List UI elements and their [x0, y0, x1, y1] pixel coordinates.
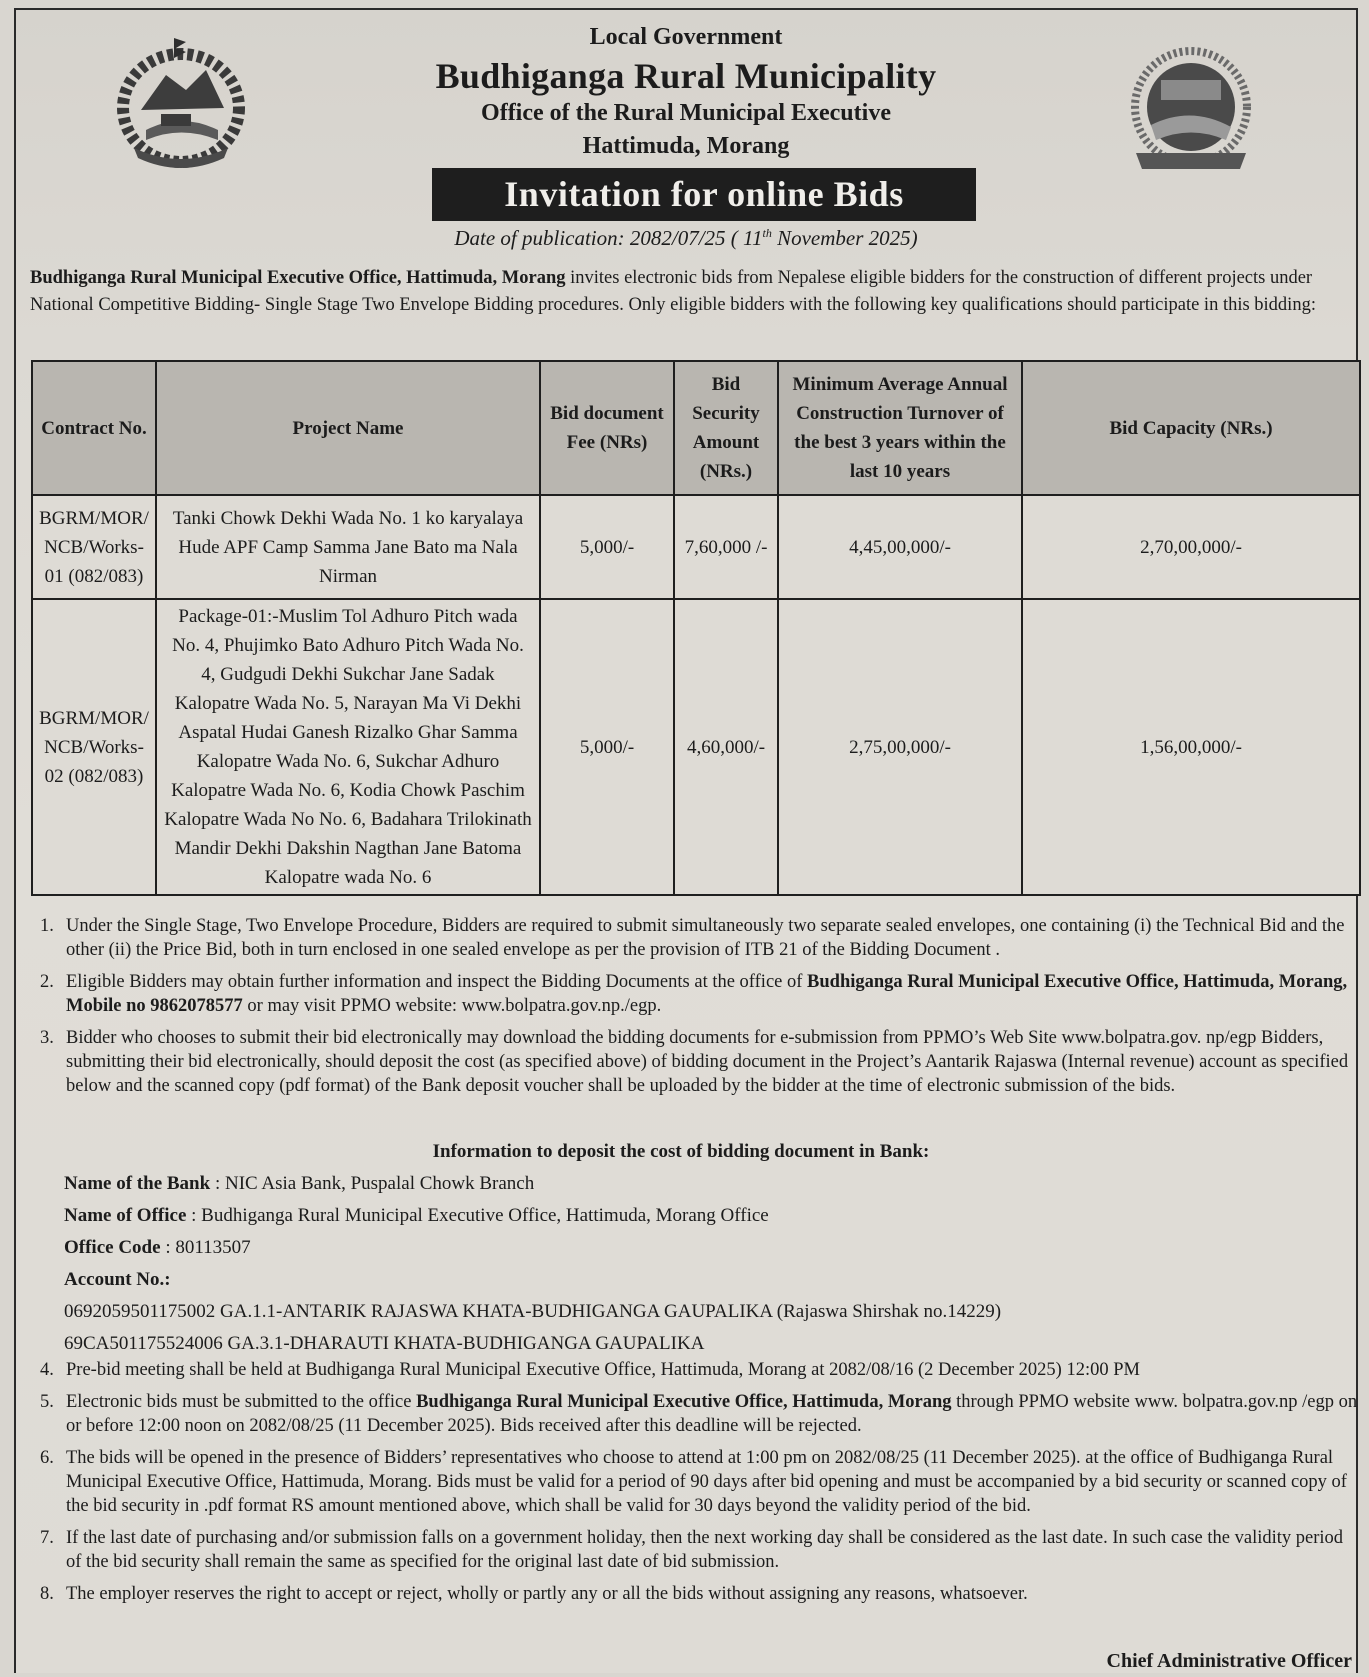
table-row: [32, 599, 1360, 895]
min-turnover-cell: 4,45,00,000/-: [778, 495, 1022, 599]
header-bid-document-fee: Bid document Fee (NRs): [540, 361, 674, 495]
note-text: Pre-bid meeting shall be held at Budhiganga Rural Municipal Executive Office, Hattimuda, Morang at 2082/08/16 (2 December 2025) 12:00 PM: [66, 1360, 1140, 1380]
note-number: 5.: [40, 1392, 54, 1412]
header-bid-security: Bid Security Amount (NRs.): [674, 361, 778, 495]
note-number: 2.: [40, 972, 54, 992]
header-contract-no: Contract No.: [32, 361, 156, 495]
bid-security-cell: 4,60,000/-: [674, 599, 778, 895]
note-text: Under the Single Stage, Two Envelope Procedure, Bidders are required to submit simultaneously two separate sealed envelopes, one containing (i) the Technical Bid and the other (ii) the Price Bid, both in turn enclosed in one sealed envelope as per the provision of ITB 21 of the Bidding Document .: [66, 916, 1345, 960]
note-text: The bids will be opened in the presence of Bidders’ representatives who choose to attend at 1:00 pm on 2082/08/25 (11 December 2025). at the office of Budhiganga Rural Municipal Executive Office, Hattimuda, Morang. Bids must be valid for a period of 90 days after bid opening and must be accompanied by a bid security or scanned copy of the bid security in .pdf format RS amount mentioned above, which shall be valid for 30 days beyond the validity period of the bid.: [66, 1448, 1347, 1516]
account-label: Account No.:: [64, 1269, 171, 1290]
office-code-label: Office Code: [64, 1237, 161, 1258]
publication-date: [16, 226, 1356, 251]
bank-info-title: Information to deposit the cost of bidding document in Bank:: [432, 1141, 930, 1162]
bank-info: [64, 1136, 1354, 1360]
note-bold-text: Budhiganga Rural Municipal Executive Office, Hattimuda, Morang, Mobile no 9862078577: [66, 972, 1348, 1016]
header-project-name: Project Name: [156, 361, 540, 495]
project-name-cell: Tanki Chowk Dekhi Wada No. 1 ko karyalaya Hude APF Camp Samma Jane Bato ma Nala Nirman: [156, 495, 540, 599]
date-superscript: th: [762, 226, 772, 240]
note-item: [30, 1582, 1360, 1606]
note-number: 3.: [40, 1028, 54, 1048]
note-text: Eligible Bidders may obtain further information and inspect the Bidding Documents at the office of: [66, 972, 808, 992]
intro-paragraph: [30, 265, 1352, 319]
date-prefix: Date of publication: 2082/07/25 ( 11: [454, 226, 763, 250]
contract-no-cell: BGRM/MOR/ NCB/Works-01 (082/083): [32, 495, 156, 599]
note-item: [30, 970, 1360, 1018]
note-item: [30, 1390, 1360, 1438]
note-item: [30, 1526, 1360, 1574]
contract-no-cell: BGRM/MOR/ NCB/Works-02 (082/083): [32, 599, 156, 895]
bid-capacity-cell: 1,56,00,000/-: [1022, 599, 1360, 895]
header-bid-capacity: Bid Capacity (NRs.): [1022, 361, 1360, 495]
note-text: If the last date of purchasing and/or submission falls on a government holiday, then the next working day shall be considered as the last date. In such case the validity period of the bid security shall remain the same as specified for the original last date of bid submission.: [66, 1528, 1344, 1572]
note-number: 8.: [40, 1584, 54, 1604]
note-number: 4.: [40, 1360, 54, 1380]
note-item: [30, 1026, 1360, 1098]
office-name-line: [64, 1200, 1354, 1232]
date-suffix: November 2025): [771, 226, 918, 250]
bid-document-fee-cell: 5,000/-: [540, 599, 674, 895]
bids-table: [31, 360, 1361, 896]
note-text: The employer reserves the right to accept or reject, wholly or partly any or all the bids without assigning any reasons, whatsoever.: [66, 1584, 1028, 1604]
intro-text: invites electronic bids from Nepalese eligible bidders for the construction of different projects under National Competitive Bidding- Single Stage Two Envelope Bidding procedures. Only eligible bidders with the following key qualifications should participate in this bidding:: [30, 268, 1316, 315]
office-code-line: [64, 1232, 1354, 1264]
notes-list-continued: [30, 1358, 1360, 1614]
office-name-label: Name of Office: [64, 1205, 187, 1226]
notice-header: [16, 10, 1356, 250]
min-turnover-cell: 2,75,00,000/-: [778, 599, 1022, 895]
table-row: [32, 495, 1360, 599]
note-number: 6.: [40, 1448, 54, 1468]
note-text: Electronic bids must be submitted to the office: [66, 1392, 417, 1412]
invitation-banner: Invitation for online Bids: [432, 168, 976, 221]
note-number: 1.: [40, 916, 54, 936]
bank-name-line: [64, 1168, 1354, 1200]
bank-name-label: Name of the Bank: [64, 1173, 211, 1194]
table-header-row: [32, 361, 1360, 495]
note-item: [30, 1446, 1360, 1518]
note-number: 7.: [40, 1528, 54, 1548]
municipality-seal-icon: [1116, 45, 1266, 180]
header-min-turnover: Minimum Average Annual Construction Turnover of the best 3 years within the last 10 years: [778, 361, 1022, 495]
note-item: [30, 914, 1360, 962]
office-subtitle: Office of the Rural Municipal Executive: [481, 100, 891, 126]
notes-list: [30, 914, 1360, 1106]
note-item: [30, 1358, 1360, 1382]
note-text: through PPMO website www. bolpatra.gov.np /egp on or before 12:00 noon on 2082/08/25 (11 December 2025). Bids received after this deadline will be rejected.: [66, 1392, 1358, 1436]
signature-title: Chief Administrative Officer: [1106, 1650, 1352, 1672]
bid-capacity-cell: 2,70,00,000/-: [1022, 495, 1360, 599]
account-number: 0692059501175002 GA.1.1-ANTARIK RAJASWA KHATA-BUDHIGANGA GAUPALIKA (Rajaswa Shirshak no.14229): [64, 1301, 1002, 1322]
note-text: Bidder who chooses to submit their bid electronically may download the bidding documents for e-submission from PPMO’s Web Site www.bolpatra.gov. np/egp Bidders, submitting their bid electronically, should deposit the cost (as specified above) of bidding document in the Project’s Aantarik Rajaswa (Internal revenue) account as specified below and the scanned copy (pdf format) of the Bank deposit voucher shall be uploaded by the bidder at the time of electronic submission of the bids.: [66, 1028, 1349, 1096]
bank-name-value: : NIC Asia Bank, Puspalal Chowk Branch: [210, 1173, 535, 1194]
local-government-label: Local Government: [589, 24, 783, 50]
bid-document-fee-cell: 5,000/-: [540, 495, 674, 599]
note-text: or may visit PPMO website: www.bolpatra.gov.np./egp.: [242, 996, 662, 1016]
project-name-cell: Package-01:-Muslim Tol Adhuro Pitch wada No. 4, Phujimko Bato Adhuro Pitch Wada No. 4, Gudgudi Dekhi Sukchar Jane Sadak Kalopatre Wada No. 5, Narayan Ma Vi Dekhi Aspatal Hudai Ganesh Rizalko Ghar Samma Kalopatre Wada No. 6, Sukchar Adhuro Kalopatre Wada No. 6, Kodia Chowk Paschim Kalopatre Wada No No. 6, Badahara Trilokinath Mandir Dekhi Dakshin Nagthan Jane Batoma Kalopatre wada No. 6: [156, 599, 540, 895]
office-name-value: : Budhiganga Rural Municipal Executive Office, Hattimuda, Morang Office: [186, 1205, 769, 1226]
note-bold-text: Budhiganga Rural Municipal Executive Office, Hattimuda, Morang: [416, 1392, 952, 1412]
intro-office-name: Budhiganga Rural Municipal Executive Office, Hattimuda, Morang: [30, 268, 566, 288]
office-code-value: : 80113507: [160, 1237, 251, 1258]
bid-security-cell: 7,60,000 /-: [674, 495, 778, 599]
account-number: 69CA501175524006 GA.3.1-DHARAUTI KHATA-BUDHIGANGA GAUPALIKA: [64, 1333, 705, 1354]
notice-page: [14, 8, 1358, 1673]
account-label-line: [64, 1264, 1354, 1296]
municipality-title: Budhiganga Rural Municipality: [435, 56, 937, 96]
office-location: Hattimuda, Morang: [582, 133, 790, 159]
